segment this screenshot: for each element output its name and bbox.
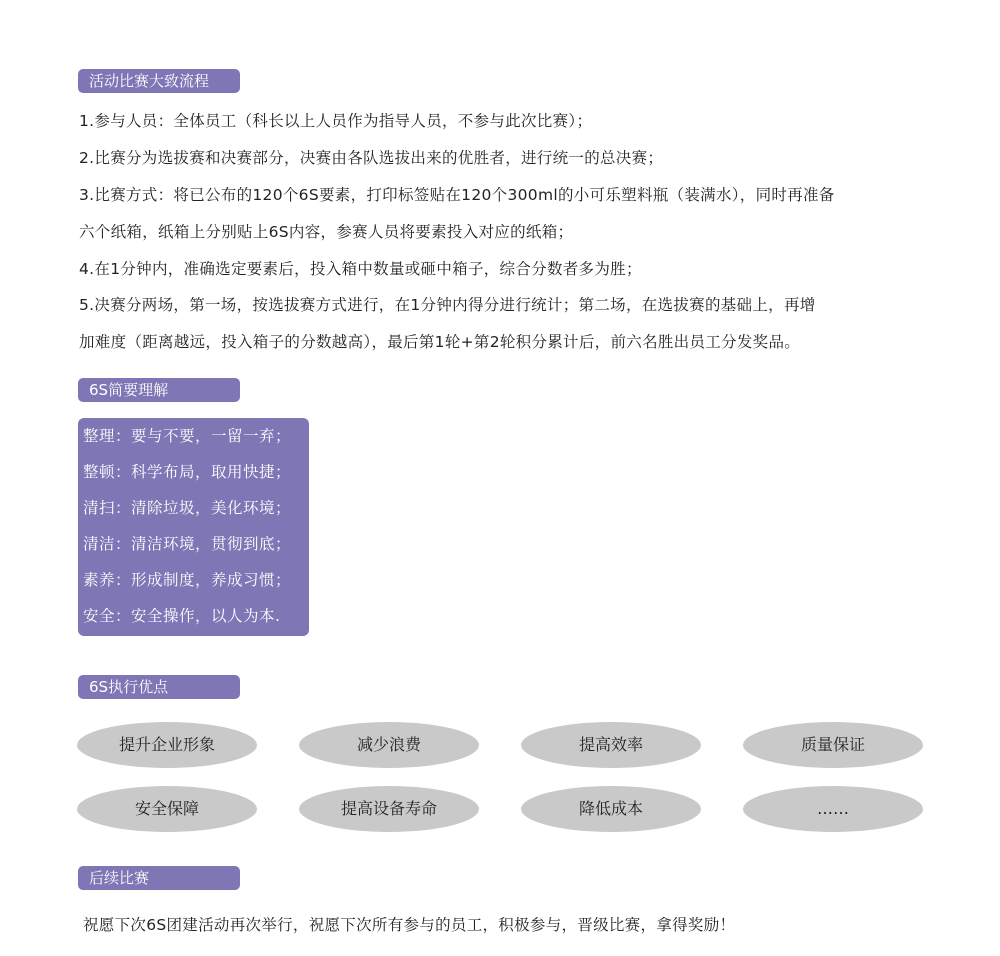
principle-shine: 清扫：清除垃圾，美化环境； [83,499,292,517]
section-title-followup: 后续比赛 [78,866,240,890]
process-line-2: 2.比赛分为选拔赛和决赛部分，决赛由各队选拔出来的优胜者，进行统一的总决赛； [79,149,664,167]
section-title-process: 活动比赛大致流程 [78,69,240,93]
benefit-equipment-life: 提高设备寿命 [299,786,479,832]
process-line-1: 1.参与人员：全体员工（科长以上人员作为指导人员，不参与此次比赛）； [79,112,593,130]
section-title-6s-understanding: 6S简要理解 [78,378,240,402]
benefit-reduce-cost: 降低成本 [521,786,701,832]
followup-text: 祝愿下次6S团建活动再次举行，祝愿下次所有参与的员工，积极参与，晋级比赛，拿得奖励！ [83,916,736,934]
6s-principles-box [78,418,309,636]
process-line-3: 3.比赛方式：将已公布的120个6S要素，打印标签贴在120个300ml的小可乐塑料瓶（装满水），同时再准备 [79,186,835,204]
benefit-quality-assurance: 质量保证 [743,722,923,768]
benefit-improve-efficiency: 提高效率 [521,722,701,768]
benefit-reduce-waste: 减少浪费 [299,722,479,768]
benefit-safety-guarantee: 安全保障 [77,786,257,832]
principle-standardize: 清洁：清洁环境，贯彻到底； [83,535,292,553]
process-line-5-cont: 加难度（距离越远，投入箱子的分数越高），最后第1轮+第2轮积分累计后，前六名胜出员工分发奖品。 [79,333,801,351]
process-line-5: 5.决赛分两场，第一场，按选拔赛方式进行，在1分钟内得分进行统计；第二场，在选拔赛的基础上，再增 [79,296,816,314]
section-title-benefits: 6S执行优点 [78,675,240,699]
principle-sustain: 素养：形成制度，养成习惯； [83,571,292,589]
benefit-more-ellipsis: …… [743,786,923,832]
benefit-improve-image: 提升企业形象 [77,722,257,768]
principle-sort: 整理：要与不要，一留一弃； [83,427,292,445]
process-line-3-cont: 六个纸箱，纸箱上分别贴上6S内容，参赛人员将要素投入对应的纸箱； [79,223,574,241]
process-line-4: 4.在1分钟内，准确选定要素后，投入箱中数量或砸中箱子，综合分数者多为胜； [79,260,642,278]
principle-set-in-order: 整顿：科学布局，取用快捷； [83,463,292,481]
principle-safety: 安全：安全操作，以人为本. [83,607,281,625]
